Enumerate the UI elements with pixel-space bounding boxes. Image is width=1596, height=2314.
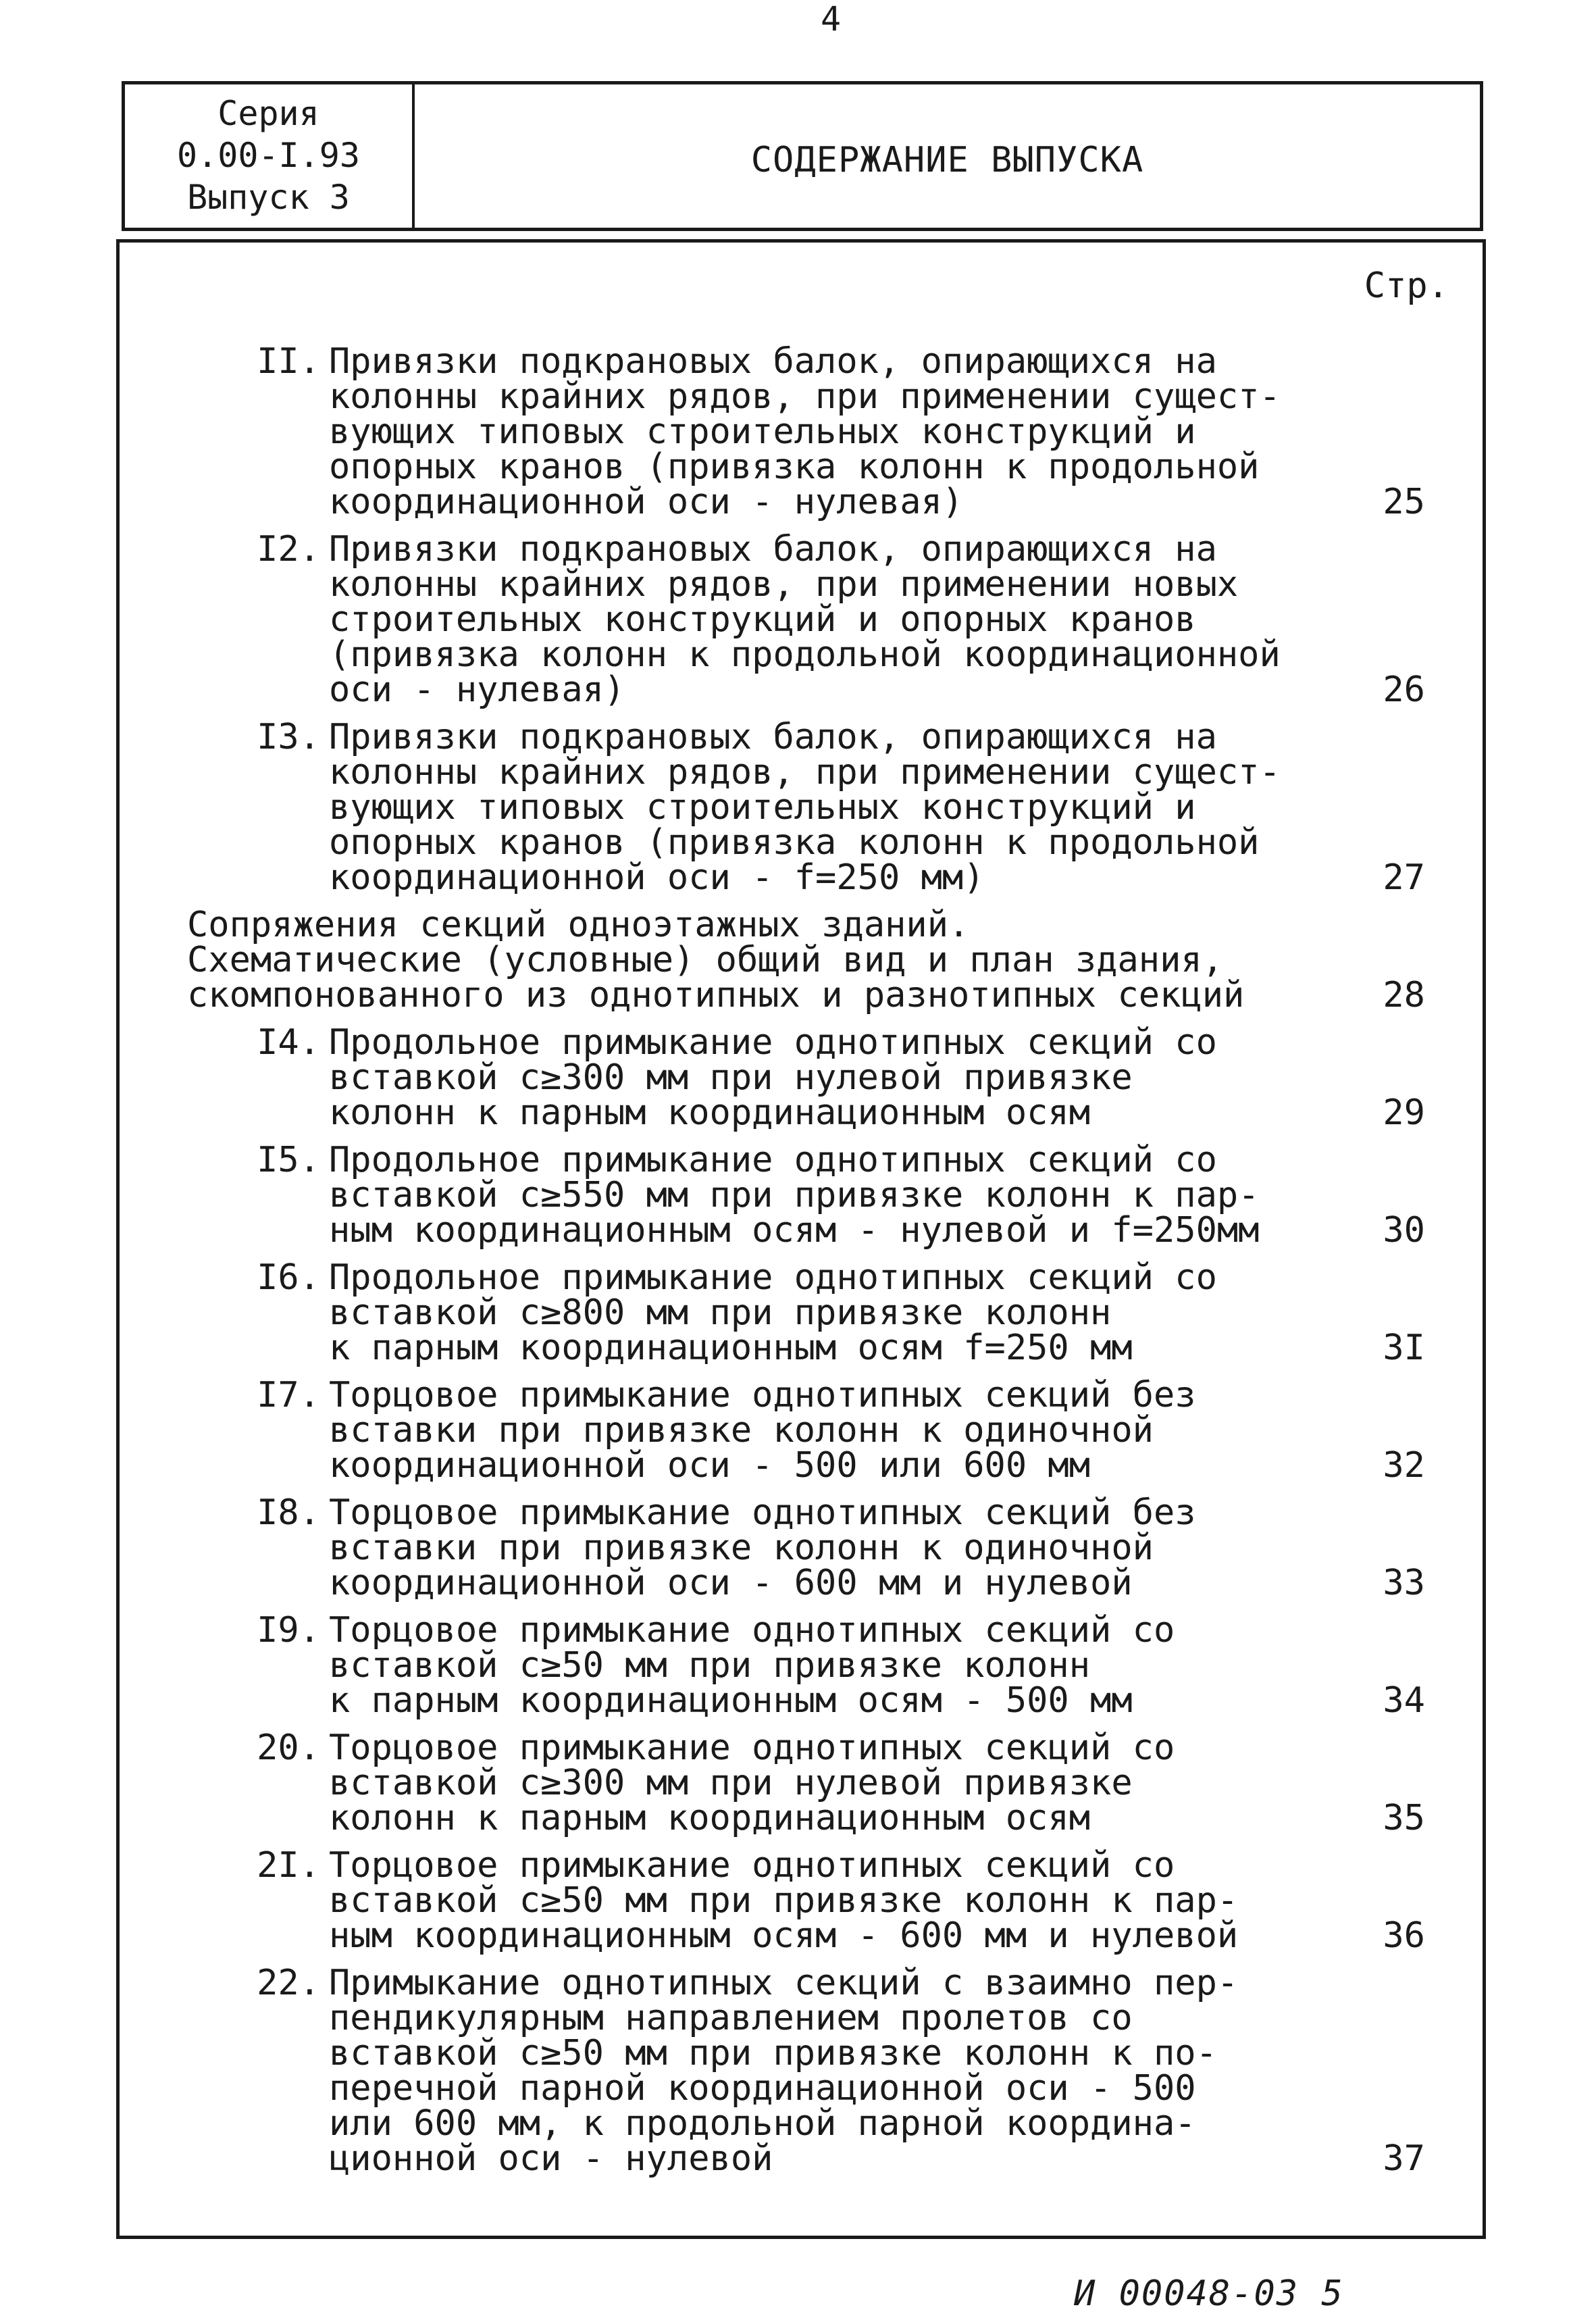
entry-number: I6. bbox=[257, 1257, 320, 1298]
contents-list bbox=[120, 341, 1483, 2188]
entry-page: 30 bbox=[1383, 1210, 1425, 1251]
contents-entry bbox=[120, 529, 1483, 710]
contents-frame bbox=[116, 239, 1486, 2239]
entry-number: I2. bbox=[257, 529, 320, 570]
entry-number: II. bbox=[257, 341, 320, 382]
entry-title: Торцовое примыкание однотипных секций со вставкой c≥50 мм при привязке колонн к парным координационным осям - 500 мм bbox=[329, 1610, 1175, 1721]
entry-page: 3I bbox=[1383, 1328, 1425, 1368]
entry-title: Привязки подкрановых балок, опирающихся на колонны крайних рядов, при применении новых строительных конструкций и опорных кранов (привязка колонн к продольной координационной оси - нулевая) bbox=[329, 529, 1281, 710]
contents-entry bbox=[120, 1492, 1483, 1603]
entry-number: I5. bbox=[257, 1140, 320, 1180]
contents-entry bbox=[120, 1140, 1483, 1251]
contents-entry bbox=[120, 1257, 1483, 1368]
entry-number: I9. bbox=[257, 1610, 320, 1651]
issue-label: Выпуск 3 bbox=[187, 178, 350, 217]
entry-page: 37 bbox=[1383, 2138, 1425, 2179]
entry-page: 36 bbox=[1383, 1915, 1425, 1956]
entry-page: 33 bbox=[1383, 1563, 1425, 1603]
contents-entry bbox=[120, 1375, 1483, 1486]
series-info bbox=[125, 93, 412, 218]
entry-page: 34 bbox=[1383, 1680, 1425, 1721]
contents-entry bbox=[120, 717, 1483, 898]
entry-title: Торцовое примыкание однотипных секций со вставкой c≥50 мм при привязке колонн к пар- ным координационным осям - 600 мм и нулевой bbox=[329, 1845, 1239, 1956]
title-block bbox=[122, 81, 1483, 231]
entry-number: I3. bbox=[257, 717, 320, 757]
entry-title: Торцовое примыкание однотипных секций без вставки при привязке колонн к одиночной координационной оси - 500 или 600 мм bbox=[329, 1375, 1196, 1486]
entry-page: 25 bbox=[1383, 482, 1425, 522]
entry-number: 22. bbox=[257, 1963, 320, 2003]
entry-title: Торцовое примыкание однотипных секций со вставкой c≥300 мм при нулевой привязке колонн к парным координационным осям bbox=[329, 1728, 1175, 1838]
contents-entry bbox=[120, 1845, 1483, 1956]
contents-entry bbox=[120, 1022, 1483, 1133]
document-title: СОДЕРЖАНИЕ ВЫПУСКА bbox=[750, 140, 1144, 180]
page-number: 4 bbox=[821, 0, 842, 39]
entry-title: Примыкание однотипных секций с взаимно пер- пендикулярным направлением пролетов со вставкой c≥50 мм при привязке колонн к по- перечной парной координационной оси - 500 или 600 мм, к продольной парной координа- ционной оси - нулевой bbox=[329, 1963, 1239, 2179]
entry-page: 35 bbox=[1383, 1798, 1425, 1838]
contents-entry bbox=[120, 1610, 1483, 1721]
entry-number: 20. bbox=[257, 1728, 320, 1768]
entry-number: I8. bbox=[257, 1492, 320, 1533]
entry-title: Привязки подкрановых балок, опирающихся на колонны крайних рядов, при применении сущест- вующих типовых строительных конструкций и опорных кранов (привязка колонн к продольной координационной оси - f=250 мм) bbox=[329, 717, 1281, 898]
series-code: 0.00-I.93 bbox=[177, 136, 360, 175]
entry-page: 28 bbox=[1383, 975, 1425, 1015]
entry-title: Сопряжения секций одноэтажных зданий. Схематические (условные) общий вид и план здания, скомпонованного из однотипных и разнотипных секций bbox=[187, 905, 1245, 1015]
entry-title: Продольное примыкание однотипных секций со вставкой c≥550 мм при привязке колонн к пар- ным координационным осям - нулевой и f=250мм bbox=[329, 1140, 1260, 1251]
series-label: Серия bbox=[217, 94, 319, 133]
entry-page: 27 bbox=[1383, 857, 1425, 898]
contents-entry bbox=[120, 1730, 1483, 1836]
entry-page: 26 bbox=[1383, 670, 1425, 710]
entry-title: Привязки подкрановых балок, опирающихся на колонны крайних рядов, при применении сущест- вующих типовых строительных конструкций и опорных кранов (привязка колонн к продольной координационной оси - нулевая) bbox=[329, 341, 1281, 522]
entry-page: 32 bbox=[1383, 1445, 1425, 1486]
contents-entry bbox=[120, 341, 1483, 522]
contents-entry-section bbox=[120, 907, 1483, 1013]
entry-title: Продольное примыкание однотипных секций со вставкой c≥300 мм при нулевой привязке колонн к парным координационным осям bbox=[329, 1022, 1217, 1133]
entry-number: I4. bbox=[257, 1022, 320, 1063]
page-column-label: Стр. bbox=[1364, 266, 1449, 306]
entry-title: Продольное примыкание однотипных секций со вставкой c≥800 мм при привязке колонн к парным координационным осям f=250 мм bbox=[329, 1257, 1217, 1368]
contents-entry bbox=[120, 1963, 1483, 2179]
entry-number: 2I. bbox=[257, 1845, 320, 1886]
document-code: И 00048-03 5 bbox=[1074, 2273, 1344, 2314]
entry-title: Торцовое примыкание однотипных секций без вставки при привязке колонн к одиночной координационной оси - 600 мм и нулевой bbox=[329, 1492, 1196, 1603]
entry-number: I7. bbox=[257, 1375, 320, 1415]
entry-page: 29 bbox=[1383, 1092, 1425, 1133]
